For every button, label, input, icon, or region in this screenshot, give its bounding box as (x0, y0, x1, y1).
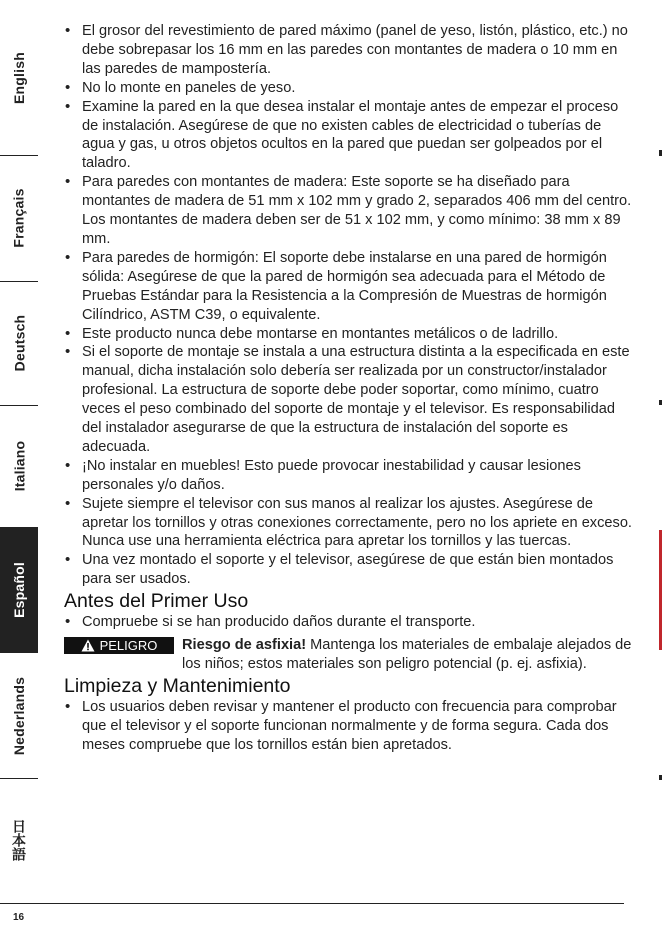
tab-english-label: English (11, 51, 27, 104)
list-item: • Para paredes con montantes de madera: Este soporte se ha diseñado para montantes de madera de 51 mm x 102 mm y grado 2, separados 406 mm del centro. Los montantes de madera deben ser de 51 x 102 mm, y como mínimo: 38 mm x 89 mm. (64, 173, 634, 249)
tab-deutsch-label: Deutsch (11, 314, 28, 372)
footer-divider (0, 903, 624, 904)
tab-francais-label: Français (11, 188, 27, 248)
tab-italiano[interactable] (0, 405, 38, 527)
list-item: • Una vez montado el soporte y el televisor, asegúrese de que están bien montados para ser usados. (64, 551, 634, 589)
warning-triangle-icon (81, 639, 95, 652)
tab-japanese-label: 日本語 (11, 819, 27, 862)
danger-text (182, 636, 634, 674)
tab-espanol-label: Español (11, 562, 28, 618)
danger-description: Mantenga los materiales de embalaje alejados de los niños; estos materiales son peligro potencial (p. ej. asfixia). (182, 637, 632, 672)
tab-english[interactable] (0, 0, 38, 156)
danger-notice (64, 636, 634, 674)
language-tabs (0, 0, 38, 933)
page-number: 16 (13, 912, 25, 923)
main-content (64, 22, 634, 755)
tab-nederlands-label: Nederlands (11, 676, 27, 755)
section2-bullet-list (64, 698, 634, 755)
list-item: • Para paredes de hormigón: El soporte debe instalarse en una pared de hormigón sólida: Asegúrese de que la pared de hormigón sea adecuada para el Método de Pruebas Estándar para la Resistencia a la Compresión de Muestras de hormigón Cilíndrico, ASTM C39, o equivalente. (64, 249, 634, 325)
section-title-before-first-use: Antes del Primer Uso (64, 590, 249, 613)
tab-nederlands[interactable] (0, 653, 38, 779)
list-item: • El grosor del revestimiento de pared máximo (panel de yeso, listón, plástico, etc.) no debe sobrepasar los 16 mm en las paredes con montantes de madera o 10 mm en las paredes de mampostería. (64, 22, 634, 79)
section1-bullet-list (64, 613, 634, 632)
tab-italiano-label: Italiano (11, 440, 28, 492)
list-item: • Sujete siempre el televisor con sus manos al realizar los ajustes. Asegúrese de apretar los tornillos y otras conexiones correctamente, pero no los apriete en exceso. Nunca use una herramienta eléctrica para apretar los tornillos y las tuercas. (64, 495, 634, 552)
tab-japanese[interactable] (0, 778, 38, 903)
list-item: • Si el soporte de montaje se instala a una estructura distinta a la especificada en este manual, dicha instalación solo debería ser realizada por un constructor/instalador profesional. La estructura de soporte debe poder soportar, como mínimo, cuatro veces el peso combinado del soporte de montaje y el televisor. Es responsabilidad del instalador asegurarse de que la estructura de instalación del soporte es adecuada. (64, 343, 634, 456)
tab-deutsch[interactable] (0, 281, 38, 406)
section-title-cleaning: Limpieza y Mantenimiento (64, 674, 291, 697)
list-item: • Este producto nunca debe montarse en montantes metálicos o de ladrillo. (64, 325, 634, 344)
list-item: • Los usuarios deben revisar y mantener el producto con frecuencia para comprobar que el televisor y el soporte funcionan normalmente y de forma segura. Cada dos meses compruebe que los tornillos están bien apretados. (64, 698, 634, 755)
danger-badge (64, 637, 174, 654)
tab-francais[interactable] (0, 155, 38, 282)
danger-label: PELIGRO (99, 638, 158, 654)
list-item: • Compruebe si se han producido daños durante el transporte. (64, 613, 634, 632)
list-item: • No lo monte en paneles de yeso. (64, 79, 634, 98)
intro-bullet-list (64, 22, 634, 589)
danger-heading: Riesgo de asfixia! (182, 637, 307, 654)
list-item: • ¡No instalar en muebles! Esto puede provocar inestabilidad y causar lesiones personales y/o daños. (64, 457, 634, 495)
tab-espanol[interactable] (0, 527, 38, 653)
list-item: • Examine la pared en la que desea instalar el montaje antes de empezar el proceso de instalación. Asegúrese de que no existen cables de electricidad o tuberías de agua y gas, u otros objetos ocultos en la pared que puedan ser golpeados por el taladro. (64, 98, 634, 174)
